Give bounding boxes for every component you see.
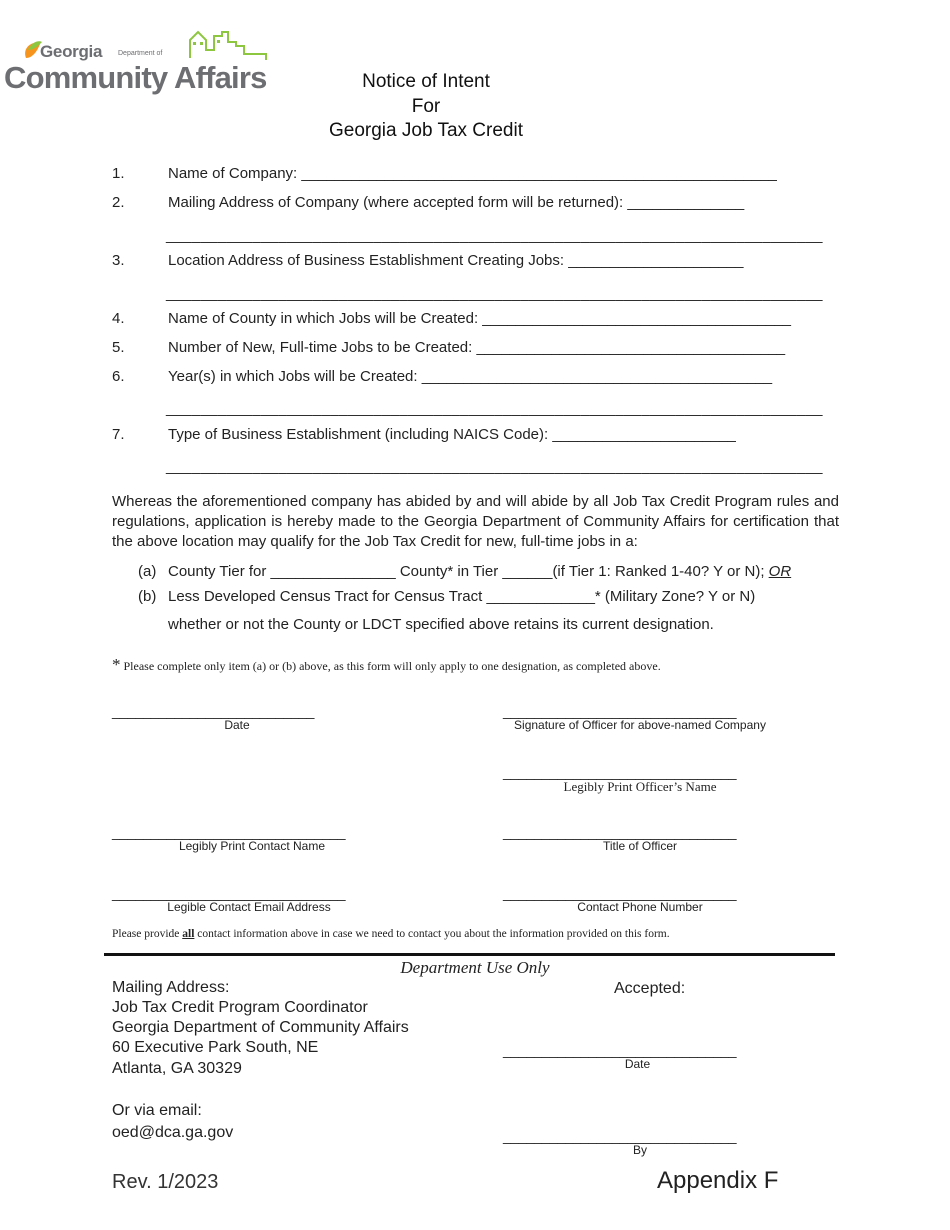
jobs-count-field[interactable]: Number of New, Full-time Jobs to be Created: _____________________________________ <box>168 339 786 356</box>
date-label: Date <box>224 718 250 732</box>
years-field[interactable]: Year(s) in which Jobs will be Created: __________________________________________ <box>168 368 773 385</box>
mailing-address-field[interactable]: Mailing Address of Company (where accepted form will be returned): ______________ <box>168 194 745 211</box>
contact-note-pre: Please provide <box>112 928 183 940</box>
mailing-address-line-2[interactable]: ____________________________________________________________________________ <box>166 227 823 244</box>
officer-name-label: Legibly Print Officer’s Name <box>563 779 717 794</box>
department-use-heading: Department Use Only <box>400 958 550 977</box>
whereas-paragraph: Whereas the aforementioned company has abided by and will abide by all Job Tax Credit Program rules and regulations, application is hereby made to the Georgia Department of Community Affairs for certification that the above location may qualify for the Job Tax Credit for new, full-time jobs in a: <box>112 493 839 550</box>
address-line-1: Job Tax Credit Program Coordinator <box>112 999 368 1016</box>
title-line-1: Notice of Intent <box>362 71 490 92</box>
dca-logo <box>4 28 274 100</box>
business-type-line-2[interactable]: ____________________________________________________________________________ <box>166 458 823 475</box>
option-a-label: (a) <box>138 563 157 580</box>
item-number: 4. <box>112 310 125 327</box>
contact-name-label: Legibly Print Contact Name <box>178 839 326 853</box>
address-line-2: Georgia Department of Community Affairs <box>112 1019 409 1036</box>
revision: Rev. 1/2023 <box>112 1171 219 1193</box>
option-a-county-tier[interactable] <box>168 563 791 580</box>
location-address-field[interactable]: Location Address of Business Establishment Creating Jobs: _____________________ <box>168 252 744 269</box>
contact-phone-line[interactable]: ______________________________ <box>503 885 737 901</box>
option-or: OR <box>768 563 792 580</box>
years-line-2[interactable]: ____________________________________________________________________________ <box>166 400 823 417</box>
contact-note-post: contact information above in case we need to contact you about the information provided on this form. <box>194 928 670 940</box>
mailing-label: Mailing Address: <box>112 979 230 996</box>
accepted-date-line[interactable]: ______________________________ <box>503 1042 737 1058</box>
accepted-date-label: Date <box>624 1057 651 1071</box>
officer-title-line[interactable]: ______________________________ <box>503 824 737 840</box>
date-signature-line[interactable]: __________________________ <box>112 703 315 719</box>
contact-email-line[interactable]: ______________________________ <box>112 885 346 901</box>
item-number: 3. <box>112 252 125 269</box>
county-field[interactable]: Name of County in which Jobs will be Created: _____________________________________ <box>168 310 791 327</box>
title-line-2: For <box>411 96 441 117</box>
logo-dept: Department of <box>118 50 163 57</box>
logo-georgia: Georgia <box>40 42 103 61</box>
contact-email-label: Legible Contact Email Address <box>167 900 331 914</box>
signature-label: Signature of Officer for above-named Company <box>514 718 766 732</box>
accepted-by-line[interactable]: ______________________________ <box>503 1128 737 1144</box>
business-type-field[interactable]: Type of Business Establishment (including NAICS Code): ______________________ <box>168 426 736 443</box>
item-number: 2. <box>112 194 125 211</box>
item-number: 5. <box>112 339 125 356</box>
location-address-line-2[interactable]: ____________________________________________________________________________ <box>166 285 823 302</box>
officer-signature-line[interactable]: ______________________________ <box>503 703 737 719</box>
appendix-label: Appendix F <box>657 1167 779 1194</box>
address-line-4: Atlanta, GA 30329 <box>112 1060 242 1077</box>
contact-phone-label: Contact Phone Number <box>577 900 703 914</box>
option-b-label: (b) <box>138 588 157 605</box>
section-divider <box>104 953 835 956</box>
accepted-by-label: By <box>632 1143 647 1157</box>
officer-name-line[interactable]: ______________________________ <box>503 764 737 780</box>
item-number: 1. <box>112 165 125 182</box>
contact-note-bold: all <box>182 928 195 940</box>
officer-title-label: Title of Officer <box>602 839 678 853</box>
contact-note <box>112 928 670 940</box>
contact-name-line[interactable]: ______________________________ <box>112 824 346 840</box>
email-link[interactable]: oed@dca.ga.gov <box>112 1124 234 1141</box>
item-number: 6. <box>112 368 125 385</box>
address-line-3: 60 Executive Park South, NE <box>112 1039 319 1056</box>
page-title: Georgia Job Tax Credit <box>329 120 523 141</box>
company-name-field[interactable]: Name of Company: _________________________________________________________ <box>168 165 777 182</box>
footnote <box>112 655 661 675</box>
logo-community-affairs: Community Affairs <box>4 60 267 95</box>
email-label: Or via email: <box>112 1102 202 1119</box>
footnote-star: * <box>112 655 121 674</box>
designation-note: whether or not the County or LDCT specified above retains its current designation. <box>168 616 714 633</box>
accepted-label: Accepted: <box>614 980 686 997</box>
option-a-text: County Tier for _______________ County* in Tier ______(if Tier 1: Ranked 1-40? Y or N); <box>168 563 765 580</box>
option-b-ldct[interactable]: Less Developed Census Tract for Census Tract _____________* (Military Zone? Y or N) <box>168 588 756 605</box>
item-number: 7. <box>112 426 125 443</box>
footnote-text: Please complete only item (a) or (b) above, as this form will only apply to one designation, as completed above. <box>123 659 661 673</box>
